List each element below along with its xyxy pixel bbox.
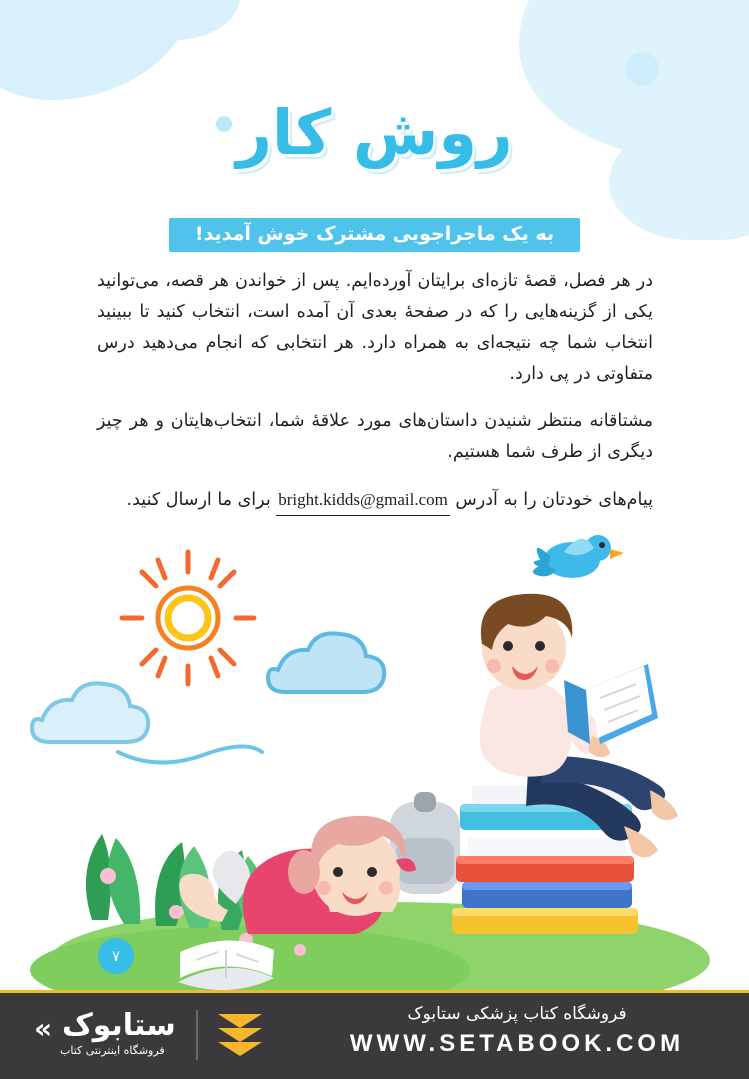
contact-text-before: پیام‌های خودتان را به آدرس <box>449 490 653 510</box>
shop-name: فروشگاه کتاب پزشکی ستابوک <box>407 1004 627 1024</box>
footer-accent-rule <box>0 990 749 993</box>
logo-wordmark: ستابوک <box>62 1008 176 1043</box>
logo-tagline: فروشگاه اینترنتی کتاب <box>60 1044 165 1057</box>
paragraph-2: مشتاقانه منتظر شنیدن داستان‌های مورد علاقهٔ شما، انتخاب‌هایتان و هر چیز دیگری از طرف شما هستیم. <box>97 411 653 462</box>
footer <box>0 990 749 1079</box>
double-chevron-icon: « <box>34 1012 53 1045</box>
shop-url[interactable]: WWW.SETABOOK.COM <box>349 1030 685 1057</box>
decorative-circle-top-right <box>625 52 659 86</box>
paragraph-contact <box>97 484 653 516</box>
bird <box>533 535 624 578</box>
body-text <box>97 266 653 516</box>
contact-text-after: برای ما ارسال کنید. <box>126 490 277 510</box>
sun-drawing <box>122 552 254 684</box>
setabook-mark-icon <box>214 1010 266 1058</box>
subtitle-container <box>0 218 749 252</box>
decorative-blob-top-left-2 <box>120 0 240 40</box>
illustration <box>0 520 749 990</box>
boy-open-book <box>564 664 658 744</box>
footer-text-block <box>307 1004 727 1058</box>
girl-open-book <box>178 940 274 990</box>
cloud-drawing <box>32 633 384 762</box>
subtitle-highlight: به یک ماجراجویی مشترک خوش آمدید! <box>169 218 580 252</box>
contact-email-link[interactable]: bright.kidds@gmail.com <box>276 484 450 516</box>
setabook-logo[interactable] <box>34 1006 182 1064</box>
page-title: روش کار <box>236 96 513 169</box>
footer-divider <box>196 1010 198 1060</box>
page-number-badge: ۷ <box>98 938 134 974</box>
paragraph-1: در هر فصل، قصهٔ تازه‌ای برایتان آورده‌ایم. پس از خواندن هر قصه، می‌توانید یکی از گزینه‌هایی را که در صفحهٔ بعدی آن آمده است، انتخاب کنید تا ببینید انتخاب شما چه نتیجه‌ای به همراه دارد. هر انتخابی که انجام می‌دهید درس متفاوتی در پی دارد. <box>97 271 653 384</box>
